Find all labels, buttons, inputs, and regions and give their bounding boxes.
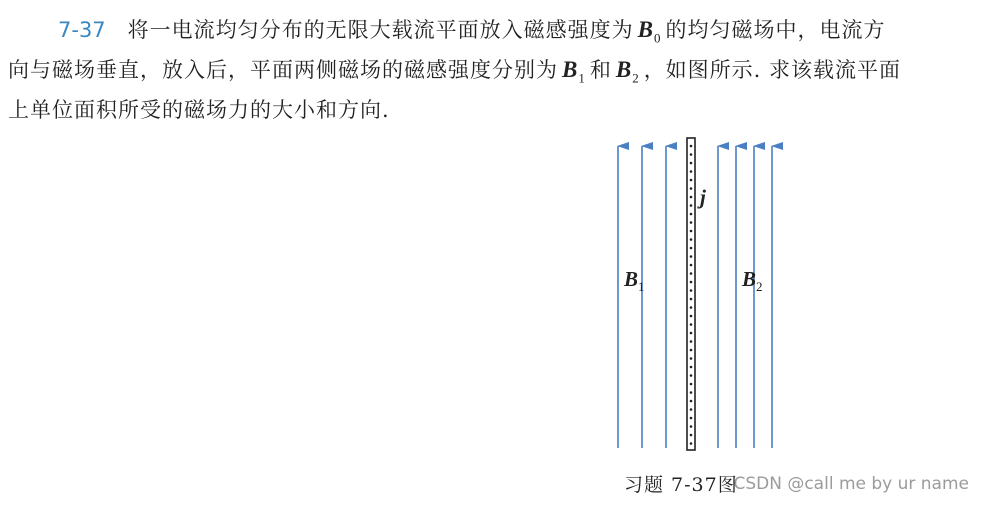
watermark: CSDN @call me by ur name <box>733 474 969 494</box>
field-diagram <box>600 130 800 470</box>
problem-text-2a: 向与磁场垂直，放入后，平面两侧磁场的磁感强度分别为 <box>8 58 558 82</box>
current-dot <box>690 221 693 224</box>
current-dot <box>690 332 693 335</box>
current-dot <box>690 374 693 377</box>
right-field-lines <box>718 146 772 448</box>
current-dot <box>690 230 693 233</box>
current-dot <box>690 323 693 326</box>
problem-text-1a: 将一电流均匀分布的无限大载流平面放入磁感强度为 <box>127 18 634 42</box>
current-dot <box>690 383 693 386</box>
problem-text-1b: 的均匀磁场中，电流方 <box>665 18 886 42</box>
problem-text-2b: 和 <box>589 58 612 82</box>
current-dot <box>690 145 693 148</box>
problem-line-3: 上单位面积所受的磁场力的大小和方向. <box>8 98 390 122</box>
current-dot <box>690 170 693 173</box>
current-dot <box>690 264 693 267</box>
current-dot <box>690 281 693 284</box>
current-dot <box>690 349 693 352</box>
left-field-lines <box>618 146 666 448</box>
current-dot <box>690 187 693 190</box>
current-dot <box>690 400 693 403</box>
current-dot <box>690 315 693 318</box>
current-sheet-outline <box>687 138 695 450</box>
current-dot <box>690 357 693 360</box>
label-b2: $B_2$ <box>742 267 763 295</box>
current-dot <box>690 153 693 156</box>
symbol-b0: $B_0$ <box>637 17 662 46</box>
field-diagram-svg <box>600 130 800 470</box>
symbol-b2: $B_2$ <box>615 57 640 86</box>
current-dot <box>690 238 693 241</box>
current-dot <box>690 434 693 437</box>
current-dot <box>690 204 693 207</box>
current-dot <box>690 417 693 420</box>
current-dot <box>690 247 693 250</box>
current-dot <box>690 213 693 216</box>
current-dot <box>690 408 693 411</box>
current-dot <box>690 162 693 165</box>
current-dot <box>690 272 693 275</box>
label-current-density: j <box>700 185 706 209</box>
label-b1: $B_1$ <box>624 267 645 295</box>
current-sheet <box>687 138 695 450</box>
problem-line-1 <box>58 10 886 50</box>
current-dot <box>690 255 693 258</box>
problem-text <box>0 0 983 140</box>
current-dot <box>690 289 693 292</box>
current-dot <box>690 366 693 369</box>
current-dot <box>690 391 693 394</box>
current-dot <box>690 340 693 343</box>
symbol-b1: $B_1$ <box>562 57 586 86</box>
current-dot <box>690 298 693 301</box>
current-dot <box>690 179 693 182</box>
problem-text-2c: ，如图所示. 求该载流平面 <box>643 58 902 82</box>
current-dot <box>690 425 693 428</box>
current-dot <box>690 306 693 309</box>
current-dot <box>690 196 693 199</box>
current-dot <box>690 442 693 445</box>
problem-number: 7-37 <box>58 18 106 42</box>
problem-line-2 <box>8 50 901 90</box>
figure-caption: 习题 7-37图 <box>624 474 738 496</box>
